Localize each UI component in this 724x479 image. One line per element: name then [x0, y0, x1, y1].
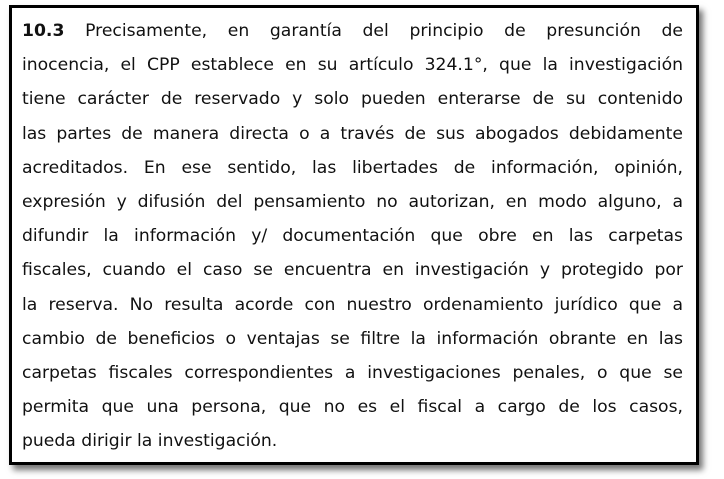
paragraph-number: 10.3 — [22, 21, 65, 41]
paragraph-line: fiscales, cuando el caso se encuentra en investigación y protegido por — [22, 260, 683, 281]
paragraph-line: las partes de manera directa o a través de sus abogados debidamente — [22, 123, 683, 144]
paragraph-line: la reserva. No resulta acorde con nuestro ordenamiento jurídico que a — [22, 294, 683, 315]
paragraph-line: inocencia, el CPP establece en su artículo 324.1°, que la investigación — [22, 55, 683, 76]
paragraph-line: acreditados. En ese sentido, las libertades de información, opinión, — [22, 157, 683, 178]
paragraph-line: tiene carácter de reservado y solo pueden enterarse de su contenido — [22, 89, 683, 110]
paragraph-line: cambio de beneficios o ventajas se filtre la información obrante en las — [22, 328, 683, 349]
paragraph-line: pueda dirigir la investigación. — [22, 431, 278, 452]
paragraph-line-text: Precisamente, en garantía del principio de presunción de — [64, 21, 683, 41]
paragraph-line: permita que una persona, que no es el fiscal a cargo de los casos, — [22, 397, 683, 418]
paragraph-line — [22, 14, 683, 48]
paragraph-line: carpetas fiscales correspondientes a investigaciones penales, o que se — [22, 362, 683, 383]
paragraph-line: expresión y difusión del pensamiento no autorizan, en modo alguno, a — [22, 191, 683, 212]
paragraph-line: difundir la información y/ documentación que obre en las carpetas — [22, 226, 683, 247]
paragraph-10-3 — [22, 14, 683, 458]
document-excerpt-frame — [9, 5, 699, 465]
